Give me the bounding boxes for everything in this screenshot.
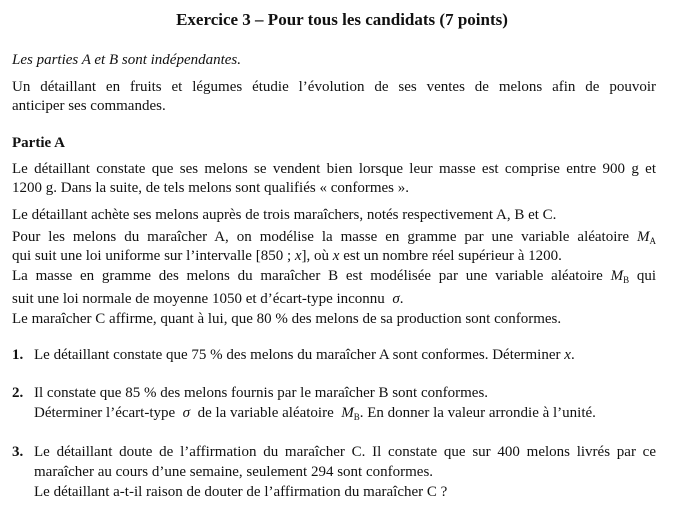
part-a-p1-line-2: 1200 g. Dans la suite, de tels melons sont qualifiés « conformes ».: [12, 180, 410, 196]
part-a-p2-line-5: suit une loi normale de moyenne 1050 et d’écart-type inconnu σ.: [12, 291, 404, 307]
variable-m-a: $M_A$: [637, 229, 657, 246]
question-number: 3.: [12, 444, 24, 460]
part-a-p2-line-2: [12, 228, 656, 247]
question-2-line-1: 2. Il constate que 85 % des melons fournis par le maraîcher B sont conformes.: [12, 385, 489, 401]
intro-line-1: Un détaillant en fruits et légumes étudie l’évolution de ses ventes de melons afin de pouvoir: [12, 79, 656, 95]
independence-note: Les parties A et B sont indépendantes.: [12, 52, 242, 68]
question-3-line-1: 3. Le détaillant doute de l’affirmation du maraîcher C. Il constate que sur 400 melons livrés par ce: [12, 444, 656, 460]
question-2-line-2: Déterminer l’écart-type σ de la variable aléatoire $M_B$. En donner la valeur arrondie à l’unité.: [34, 405, 596, 422]
variable-m-b: $M_B$: [610, 268, 630, 285]
sigma-symbol: σ: [392, 291, 400, 307]
question-3-line-3: Le détaillant a-t-il raison de douter de l’affirmation du maraîcher C ?: [34, 484, 448, 500]
exercise-title: Exercice 3 – Pour tous les candidats (7 points): [176, 10, 508, 29]
sigma-symbol: σ: [182, 405, 191, 421]
part-a-p2-line-3: qui suit une loi uniforme sur l’intervalle [850 ; x], où x est un nombre réel supérieur à 1200.: [12, 248, 562, 264]
part-a-p1-line-1: Le détaillant constate que ses melons se vendent bien lorsque leur masse est comprise entre 900 g et: [12, 161, 656, 177]
text-segment: qui: [636, 268, 657, 284]
question-3-line-2: maraîcher au cours d’une semaine, seulement 294 sont conformes.: [34, 464, 434, 480]
text-segment: La masse en gramme des melons du maraîcher B est modélisée par une variable aléatoire: [12, 268, 603, 284]
part-a-heading: Partie A: [12, 135, 65, 151]
part-a-p2-line-6: Le maraîcher C affirme, quant à lui, que 80 % des melons de sa production sont conformes.: [12, 311, 562, 327]
question-number: 1.: [12, 347, 24, 363]
question-1: 1. Le détaillant constate que 75 % des melons du maraîcher A sont conformes. Déterminer x.: [12, 347, 575, 363]
question-number: 2.: [12, 385, 24, 401]
part-a-p2-line-1: Le détaillant achète ses melons auprès de trois maraîchers, notés respectivement A, B et C.: [12, 207, 557, 223]
intro-line-2: anticiper ses commandes.: [12, 98, 166, 114]
text-segment: Pour les melons du maraîcher A, on modélise la masse en gramme par une variable aléatoire: [12, 229, 630, 245]
part-a-p2-line-4: [12, 267, 656, 286]
variable-m-b: $M_B$: [341, 405, 360, 422]
